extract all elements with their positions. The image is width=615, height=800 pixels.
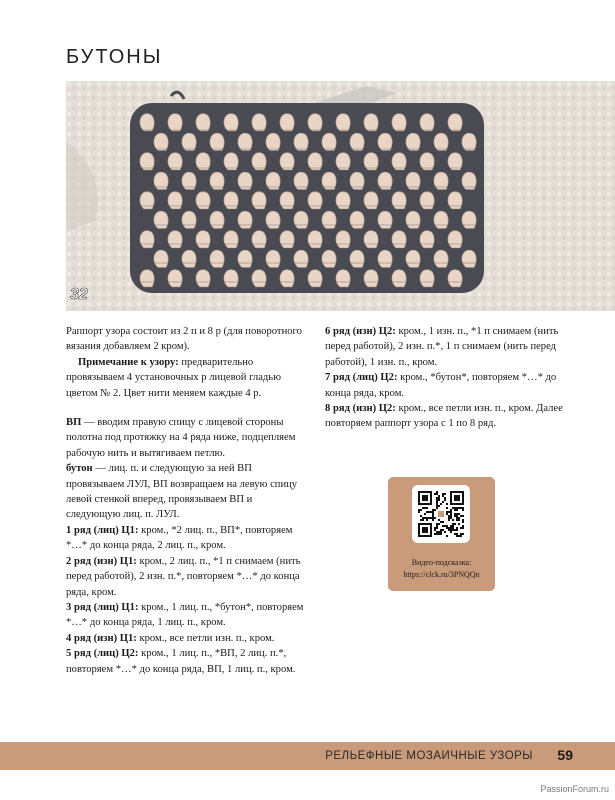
qr-module <box>436 505 438 507</box>
knit-bud <box>350 133 364 150</box>
qr-module <box>420 515 422 517</box>
knit-bud <box>280 270 294 287</box>
knit-bud <box>182 211 196 228</box>
knit-bud <box>182 133 196 150</box>
qr-module <box>418 511 420 513</box>
knit-bud <box>168 270 182 287</box>
qr-module <box>458 519 460 521</box>
right-text-column <box>325 324 565 432</box>
knit-bud <box>420 114 434 131</box>
qr-module <box>448 511 450 513</box>
paragraph-p2 <box>66 355 306 401</box>
qr-module <box>460 507 462 509</box>
bold-label: 7 ряд (лиц) Ц2: <box>325 372 398 384</box>
bold-label: 8 ряд (изн) Ц2: <box>325 403 396 415</box>
knit-bud <box>224 270 238 287</box>
qr-module <box>438 523 440 525</box>
qr-module <box>418 509 420 511</box>
qr-module <box>456 507 458 509</box>
qr-module <box>446 535 448 537</box>
qr-module <box>456 509 458 511</box>
knit-bud <box>434 211 448 228</box>
qr-module <box>450 529 452 531</box>
qr-module <box>436 525 438 527</box>
paragraph-p5 <box>66 523 306 554</box>
qr-module <box>438 531 440 533</box>
qr-module <box>442 521 444 523</box>
knit-bud <box>224 231 238 248</box>
knit-bud <box>392 270 406 287</box>
qr-module <box>436 493 438 495</box>
qr-module <box>422 517 424 519</box>
knit-bud <box>294 250 308 267</box>
text-run: кром., все петли изн. п., кром. <box>136 632 275 644</box>
qr-module <box>446 503 448 505</box>
qr-module <box>436 507 438 509</box>
qr-module <box>436 501 438 503</box>
qr-module <box>432 519 434 521</box>
text-run: — лиц. п. и следующую за ней ВП провязываем ЛУЛ, ВП возвращаем на левую спицу левой стенкой вперед, провязываем ВП и следующую лиц. п. ЛУЛ. <box>66 463 298 521</box>
text-run: — вводим правую спицу с лицевой стороны полотна под протяжку на 4 ряда ниже, подцепляем рабочую нить и вытягиваем петлю. <box>66 417 296 459</box>
text-run: кром., 1 лиц. п., *бутон*, повторяем *…* до конца ряда, 1 лиц. п., кром. <box>66 601 304 629</box>
qr-module <box>446 527 448 529</box>
qr-module <box>434 517 436 519</box>
qr-module <box>426 511 428 513</box>
qr-module <box>442 529 444 531</box>
text-run: предварительно провязываем 4 установочных р лицевой гладью цветом № 2. Цвет нити меняем каждые 4 р. <box>66 356 282 399</box>
qr-module <box>446 511 448 513</box>
qr-module <box>438 495 440 497</box>
knit-bud <box>196 153 210 170</box>
text-run: кром., 1 лиц. п., *ВП, 2 лиц. п.*, повторяем *…* до конца ряда, ВП, 1 лиц. п., кром. <box>66 648 296 675</box>
paragraph-p1 <box>66 324 306 355</box>
knit-bud <box>238 211 252 228</box>
bold-label: ВП <box>66 417 82 429</box>
qr-module <box>436 491 438 493</box>
qr-module <box>428 517 430 519</box>
knit-bud <box>448 270 462 287</box>
bold-label: Примечание к узору: <box>78 356 179 368</box>
qr-module <box>450 511 452 513</box>
knit-bud <box>448 114 462 131</box>
qr-module <box>460 535 462 537</box>
qr-module <box>434 509 436 511</box>
qr-module <box>438 499 440 501</box>
photo-number: 32 <box>70 286 88 303</box>
qr-module <box>440 533 442 535</box>
page-title: БУТОНЫ <box>66 46 163 68</box>
qr-module <box>452 527 454 529</box>
qr-module <box>450 517 452 519</box>
video-hint-label: Видео-подсказка: <box>411 558 472 567</box>
knit-bud <box>336 114 350 131</box>
qr-module <box>458 517 460 519</box>
knit-bud <box>252 270 266 287</box>
qr-module <box>448 519 450 521</box>
qr-module <box>426 517 428 519</box>
knit-bud <box>364 231 378 248</box>
knit-bud <box>434 250 448 267</box>
knit-bud <box>336 153 350 170</box>
paragraph-r2 <box>325 370 565 401</box>
qr-module <box>450 515 452 517</box>
qr-module <box>436 499 438 501</box>
qr-module <box>460 527 462 529</box>
knitting-sample-photo <box>66 81 615 311</box>
qr-module <box>440 503 442 505</box>
knit-bud <box>350 211 364 228</box>
knit-bud <box>420 270 434 287</box>
knit-bud <box>308 114 322 131</box>
knit-swatch-image <box>66 81 615 311</box>
qr-module <box>454 515 456 517</box>
qr-module <box>452 525 454 527</box>
qr-module <box>448 527 450 529</box>
paragraph-r3 <box>325 401 565 432</box>
qr-module <box>428 511 430 513</box>
bold-label: 1 ряд (лиц) Ц1: <box>66 524 139 536</box>
qr-module <box>456 535 458 537</box>
knit-bud <box>224 114 238 131</box>
paragraph-p3 <box>66 415 306 461</box>
qr-module <box>452 519 454 521</box>
text-run: кром., *2 лиц. п., ВП*, повторяем *…* до конца ряда, 2 лиц. п., кром. <box>66 524 293 552</box>
knit-bud <box>392 231 406 248</box>
qr-module <box>442 495 444 497</box>
qr-module <box>454 533 456 535</box>
knit-bud <box>420 231 434 248</box>
qr-module <box>462 521 464 523</box>
qr-module <box>462 509 464 511</box>
knit-bud <box>364 153 378 170</box>
qr-module <box>446 513 448 515</box>
qr-module <box>450 527 452 529</box>
knit-bud <box>140 153 154 170</box>
qr-module <box>422 495 428 501</box>
qr-module <box>442 525 444 527</box>
bold-label: бутон <box>66 463 93 475</box>
qr-module <box>452 507 454 509</box>
knit-bud <box>280 231 294 248</box>
qr-module <box>454 513 456 515</box>
knit-bud <box>406 250 420 267</box>
text-run: кром., все петли изн. п., кром. Далее повторяем раппорт узора с 1 по 8 ряд. <box>325 403 563 430</box>
paragraph-p6 <box>66 554 306 600</box>
qr-code-icon <box>418 491 464 537</box>
qr-module <box>440 531 442 533</box>
knit-bud <box>280 114 294 131</box>
qr-module <box>444 499 446 501</box>
knit-bud <box>154 211 168 228</box>
bold-label: 2 ряд (изн) Ц1: <box>66 555 137 567</box>
knit-bud <box>434 133 448 150</box>
paragraph-p9 <box>66 646 306 677</box>
qr-module <box>454 529 456 531</box>
knit-bud <box>252 153 266 170</box>
qr-module <box>456 519 458 521</box>
qr-module <box>454 495 460 501</box>
qr-module <box>430 511 432 513</box>
left-text-column <box>66 324 306 677</box>
knit-bud <box>462 133 476 150</box>
qr-module <box>432 509 434 511</box>
qr-module <box>438 505 440 507</box>
qr-module <box>422 527 428 533</box>
knit-bud <box>336 231 350 248</box>
knit-bud <box>448 231 462 248</box>
knit-bud <box>392 114 406 131</box>
knit-bud <box>238 250 252 267</box>
knit-bud <box>154 133 168 150</box>
qr-module <box>432 517 434 519</box>
qr-module <box>454 523 456 525</box>
knit-bud <box>308 231 322 248</box>
qr-module <box>424 507 426 509</box>
text-run: кром., *бутон*, повторяем *…* до конца ряда, кром. <box>325 372 557 399</box>
knit-bud <box>406 133 420 150</box>
qr-module <box>458 535 460 537</box>
knit-bud <box>336 270 350 287</box>
video-hint-card[interactable] <box>388 477 495 591</box>
qr-module <box>462 533 464 535</box>
text-run: Раппорт узора состоит из 2 п и 8 р (для поворотного вязания добавляем 2 кром). <box>66 326 302 353</box>
knit-bud <box>448 153 462 170</box>
paragraph-p7 <box>66 600 306 631</box>
qr-module <box>446 525 448 527</box>
knit-bud <box>294 211 308 228</box>
qr-module <box>438 511 444 517</box>
knit-bud <box>350 250 364 267</box>
paragraph-r1 <box>325 324 565 370</box>
knit-bud <box>322 211 336 228</box>
qr-module <box>420 519 422 521</box>
knit-bud <box>182 250 196 267</box>
qr-module <box>456 515 458 517</box>
qr-module <box>462 519 464 521</box>
knit-bud <box>280 153 294 170</box>
qr-module <box>450 531 452 533</box>
qr-module <box>456 513 458 515</box>
knit-bud <box>392 153 406 170</box>
qr-module <box>460 515 462 517</box>
qr-module <box>426 507 428 509</box>
qr-module <box>432 515 434 517</box>
qr-module <box>452 523 454 525</box>
qr-module <box>436 497 438 499</box>
qr-module <box>448 515 450 517</box>
qr-module <box>426 519 428 521</box>
watermark: PassionForum.ru <box>540 784 609 794</box>
qr-module <box>436 503 438 505</box>
knit-bud <box>406 211 420 228</box>
qr-module <box>444 497 446 499</box>
qr-module <box>432 511 434 513</box>
knit-bud <box>238 133 252 150</box>
qr-module <box>448 517 450 519</box>
qr-module <box>444 493 446 495</box>
qr-module <box>462 527 464 529</box>
qr-module <box>438 533 440 535</box>
qr-module <box>434 533 436 535</box>
knit-bud <box>420 153 434 170</box>
qr-module <box>458 523 460 525</box>
qr-module <box>424 513 426 515</box>
qr-module <box>456 517 458 519</box>
knit-bud <box>196 270 210 287</box>
text-run: кром., 1 изн. п., *1 п снимаем (нить перед работой), 2 изн. п.*, 1 п снимаем (нить перед работой), 1 изн. п., кром. <box>325 326 559 368</box>
qr-module <box>434 493 436 495</box>
bold-label: 5 ряд (лиц) Ц2: <box>66 648 139 660</box>
qr-module <box>442 493 444 495</box>
knit-bud <box>196 114 210 131</box>
knit-bud <box>168 153 182 170</box>
knit-bud <box>252 231 266 248</box>
knit-bud <box>378 250 392 267</box>
qr-module <box>434 529 436 531</box>
qr-module <box>436 531 438 533</box>
video-hint-link[interactable]: https://clck.ru/3PNQQn <box>403 570 480 579</box>
qr-module <box>434 527 436 529</box>
footer-section-title: РЕЛЬЕФНЫЕ МОЗАИЧНЫЕ УЗОРЫ <box>325 750 533 762</box>
qr-module <box>454 507 456 509</box>
knit-bud <box>196 231 210 248</box>
qr-module <box>458 513 460 515</box>
knit-bud <box>154 250 168 267</box>
knit-bud <box>322 133 336 150</box>
knit-bud <box>364 270 378 287</box>
qr-module <box>450 525 452 527</box>
knit-bud <box>266 211 280 228</box>
knit-bud <box>266 250 280 267</box>
qr-module <box>442 501 444 503</box>
knit-bud <box>210 250 224 267</box>
knit-bud <box>252 114 266 131</box>
knit-bud <box>168 114 182 131</box>
paragraph-p8 <box>66 631 306 646</box>
qr-module <box>462 507 464 509</box>
qr-module <box>438 519 440 521</box>
text-run: кром., 2 лиц. п., *1 п снимаем (нить перед работой), 2 изн. п.*, повторяем *…* до конца ряда, кром. <box>66 555 301 598</box>
knit-bud <box>462 211 476 228</box>
qr-module <box>436 523 438 525</box>
knit-bud <box>378 211 392 228</box>
knit-bud <box>210 211 224 228</box>
knit-bud <box>140 114 154 131</box>
qr-module <box>422 507 424 509</box>
qr-module <box>438 497 440 499</box>
knit-bud <box>462 250 476 267</box>
qr-module <box>450 513 452 515</box>
qr-module <box>456 527 458 529</box>
qr-module <box>456 533 458 535</box>
qr-module <box>436 533 438 535</box>
knit-bud <box>140 270 154 287</box>
qr-module <box>462 515 464 517</box>
qr-module <box>448 529 450 531</box>
qr-module <box>422 519 424 521</box>
bold-label: 4 ряд (изн) Ц1: <box>66 632 137 644</box>
qr-module <box>454 509 456 511</box>
knit-bud <box>308 270 322 287</box>
knit-bud <box>168 231 182 248</box>
qr-module <box>420 509 422 511</box>
qr-module <box>460 533 462 535</box>
qr-module <box>450 509 452 511</box>
knit-bud <box>364 114 378 131</box>
qr-module <box>446 507 448 509</box>
qr-module <box>456 529 458 531</box>
qr-module <box>430 517 432 519</box>
knit-bud <box>210 133 224 150</box>
bold-label: 3 ряд (лиц) Ц1: <box>66 601 139 613</box>
knit-bud <box>308 153 322 170</box>
qr-module <box>424 517 426 519</box>
qr-module <box>440 529 442 531</box>
knit-bud <box>224 153 238 170</box>
qr-module <box>458 507 460 509</box>
bold-label: 6 ряд (изн) Ц2: <box>325 326 396 337</box>
page-number: 59 <box>557 747 573 763</box>
qr-module <box>462 525 464 527</box>
qr-module <box>436 527 438 529</box>
knit-bud <box>378 133 392 150</box>
knit-bud <box>140 231 154 248</box>
knit-bud <box>266 133 280 150</box>
qr-code[interactable] <box>412 485 470 543</box>
qr-module <box>452 529 454 531</box>
qr-module <box>440 521 442 523</box>
qr-module <box>432 513 434 515</box>
knit-bud <box>322 250 336 267</box>
qr-module <box>444 525 446 527</box>
qr-module <box>444 531 446 533</box>
paragraph-p4 <box>66 461 306 523</box>
knit-bud <box>294 133 308 150</box>
